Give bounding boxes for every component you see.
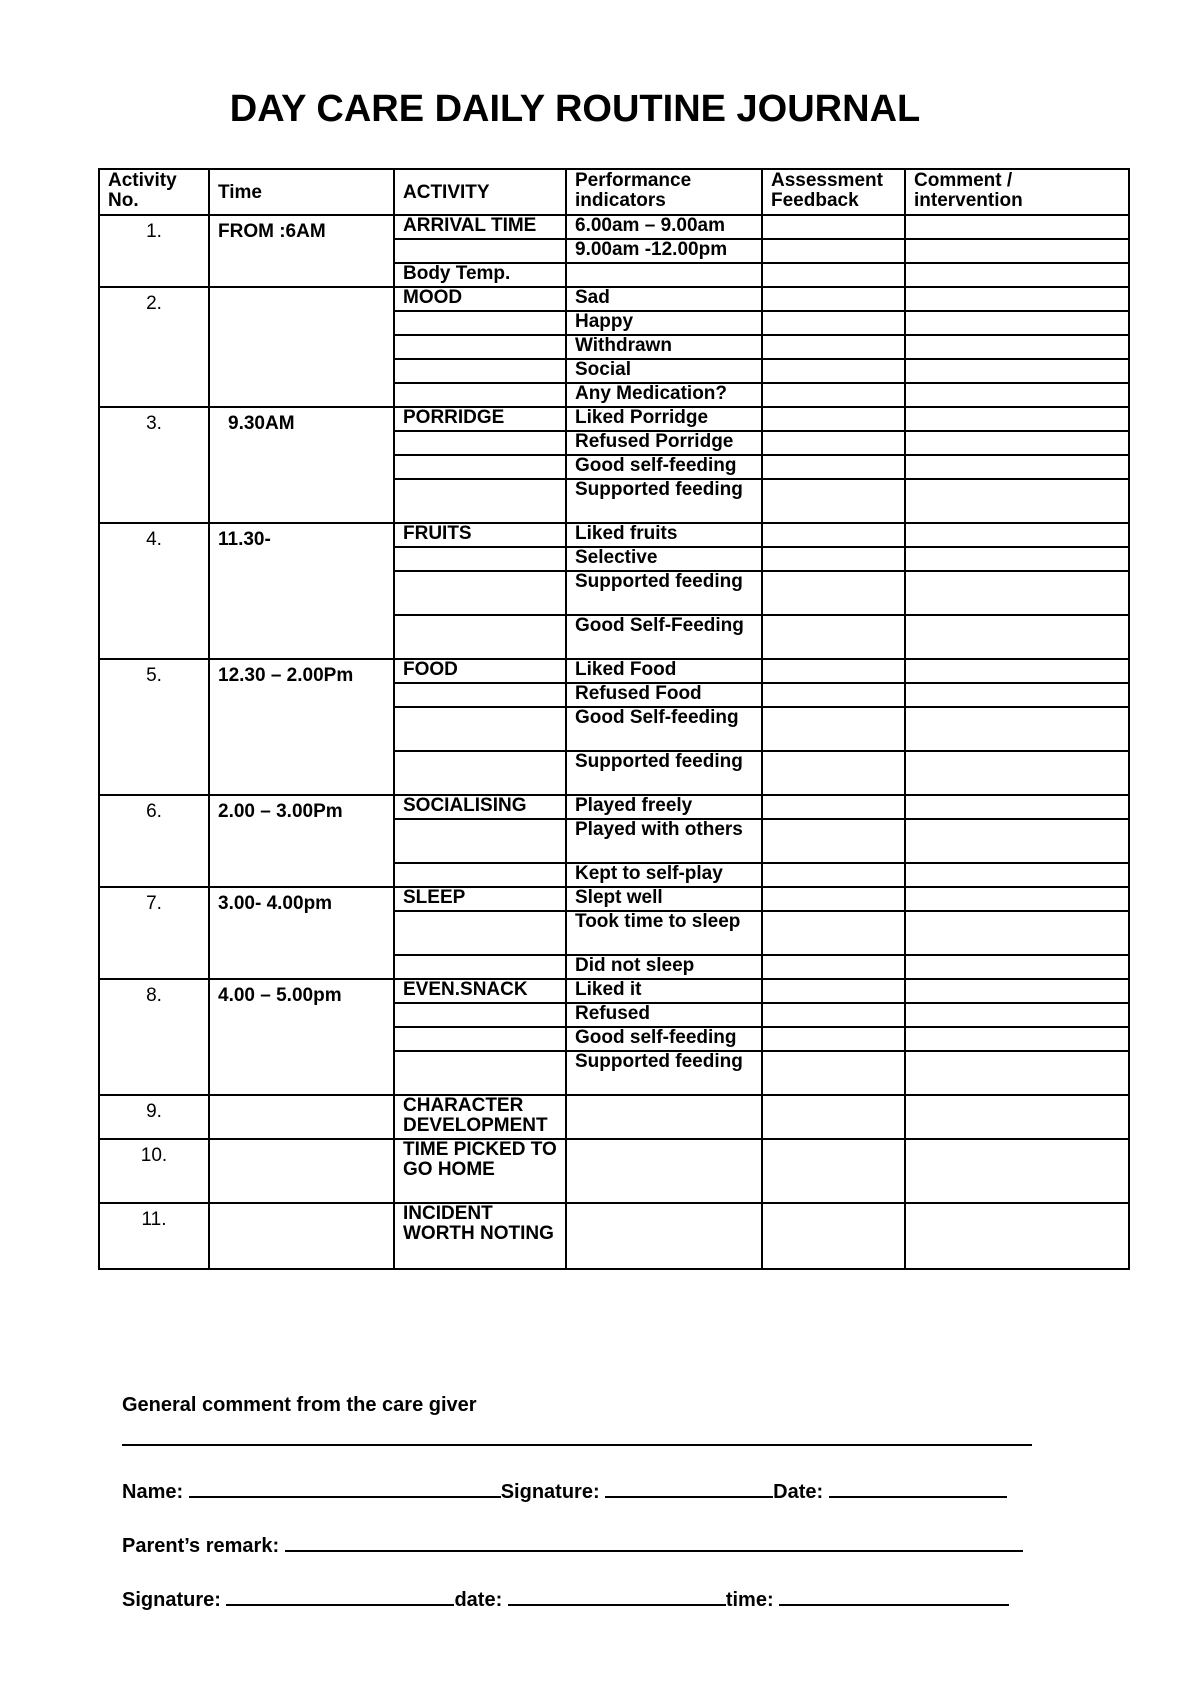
header-activity: ACTIVITY — [394, 169, 566, 215]
parent-remark-row — [122, 1532, 1042, 1558]
comment-intervention-cell[interactable] — [905, 455, 1129, 479]
assessment-feedback-cell[interactable] — [762, 479, 905, 523]
assessment-feedback-cell[interactable] — [762, 335, 905, 359]
activity-time: 4.00 – 5.00pm — [209, 979, 394, 1095]
performance-indicator: 9.00am -12.00pm — [566, 239, 762, 263]
table-row — [99, 795, 1129, 819]
performance-indicator: Good self-feeding — [566, 455, 762, 479]
name-signature-row — [122, 1478, 1042, 1504]
assessment-feedback-cell[interactable] — [762, 751, 905, 795]
table-row — [99, 407, 1129, 431]
performance-indicator: Any Medication? — [566, 383, 762, 407]
activity-name[interactable] — [394, 819, 566, 863]
routine-table — [98, 168, 1130, 1270]
comment-intervention-cell[interactable] — [905, 263, 1129, 287]
general-comment-line[interactable] — [122, 1426, 1042, 1452]
assessment-feedback-cell[interactable] — [762, 683, 905, 707]
time-field[interactable] — [779, 1586, 1009, 1606]
comment-intervention-cell[interactable] — [905, 1051, 1129, 1095]
performance-indicator: Happy — [566, 311, 762, 335]
comment-intervention-cell[interactable] — [905, 707, 1129, 751]
activity-name[interactable] — [394, 311, 566, 335]
table-row — [99, 1095, 1129, 1139]
table-row — [99, 887, 1129, 911]
comment-intervention-cell[interactable] — [905, 955, 1129, 979]
comment-intervention-cell[interactable] — [905, 911, 1129, 955]
comment-intervention-cell[interactable] — [905, 1139, 1129, 1203]
assessment-feedback-cell[interactable] — [762, 1051, 905, 1095]
performance-indicator[interactable] — [566, 1139, 762, 1203]
activity-time — [209, 1095, 394, 1139]
activity-name[interactable] — [394, 1027, 566, 1051]
header-assessment-feedback: Assessment Feedback — [762, 169, 905, 215]
activity-name[interactable] — [394, 1003, 566, 1027]
activity-name: ARRIVAL TIME — [394, 215, 566, 239]
activity-name[interactable] — [394, 383, 566, 407]
date-field[interactable] — [829, 1478, 1007, 1498]
activity-name[interactable] — [394, 431, 566, 455]
performance-indicator: Withdrawn — [566, 335, 762, 359]
performance-indicator: Refused Porridge — [566, 431, 762, 455]
comment-intervention-cell[interactable] — [905, 359, 1129, 383]
table-row — [99, 1139, 1129, 1203]
comment-intervention-cell[interactable] — [905, 863, 1129, 887]
activity-name[interactable] — [394, 335, 566, 359]
assessment-feedback-cell[interactable] — [762, 311, 905, 335]
date2-label: date: — [454, 1589, 503, 1611]
performance-indicator[interactable] — [566, 263, 762, 287]
assessment-feedback-cell[interactable] — [762, 911, 905, 955]
performance-indicator: Selective — [566, 547, 762, 571]
comment-intervention-cell[interactable] — [905, 547, 1129, 571]
activity-time — [209, 287, 394, 407]
activity-name: TIME PICKED TO GO HOME — [394, 1139, 566, 1203]
assessment-feedback-cell[interactable] — [762, 263, 905, 287]
assessment-feedback-cell[interactable] — [762, 215, 905, 239]
comment-intervention-cell[interactable] — [905, 571, 1129, 615]
performance-indicator: Played with others — [566, 819, 762, 863]
table-row — [99, 1203, 1129, 1269]
assessment-feedback-cell[interactable] — [762, 359, 905, 383]
activity-name: FRUITS — [394, 523, 566, 547]
assessment-feedback-cell[interactable] — [762, 547, 905, 571]
activity-time — [209, 1203, 394, 1269]
time-label: time: — [725, 1589, 774, 1611]
performance-indicator[interactable] — [566, 1203, 762, 1269]
assessment-feedback-cell[interactable] — [762, 1203, 905, 1269]
comment-intervention-cell[interactable] — [905, 239, 1129, 263]
activity-name[interactable] — [394, 455, 566, 479]
performance-indicator: Did not sleep — [566, 955, 762, 979]
assessment-feedback-cell[interactable] — [762, 431, 905, 455]
header-comment-intervention: Comment / intervention — [905, 169, 1129, 215]
activity-number: 9. — [99, 1095, 209, 1139]
parent-remark-label: Parent’s remark: — [122, 1535, 280, 1557]
activity-number: 10. — [99, 1139, 209, 1203]
comment-intervention-cell[interactable] — [905, 659, 1129, 683]
comment-intervention-cell[interactable] — [905, 311, 1129, 335]
activity-name[interactable] — [394, 547, 566, 571]
assessment-feedback-cell[interactable] — [762, 287, 905, 311]
comment-intervention-cell[interactable] — [905, 383, 1129, 407]
performance-indicator[interactable] — [566, 1095, 762, 1139]
performance-indicator: Kept to self-play — [566, 863, 762, 887]
assessment-feedback-cell[interactable] — [762, 863, 905, 887]
comment-intervention-cell[interactable] — [905, 407, 1129, 431]
activity-name: CHARACTER DEVELOPMENT — [394, 1095, 566, 1139]
activity-name[interactable] — [394, 615, 566, 659]
activity-name: INCIDENT WORTH NOTING — [394, 1203, 566, 1269]
parent-remark-field[interactable] — [285, 1532, 1023, 1552]
signature2-field[interactable] — [226, 1586, 454, 1606]
assessment-feedback-cell[interactable] — [762, 1003, 905, 1027]
performance-indicator: Liked Porridge — [566, 407, 762, 431]
comment-intervention-cell[interactable] — [905, 979, 1129, 1003]
comment-intervention-cell[interactable] — [905, 215, 1129, 239]
assessment-feedback-cell[interactable] — [762, 383, 905, 407]
activity-number: 8. — [99, 979, 209, 1095]
activity-name[interactable] — [394, 571, 566, 615]
assessment-feedback-cell[interactable] — [762, 239, 905, 263]
performance-indicator: Supported feeding — [566, 479, 762, 523]
activity-name[interactable] — [394, 911, 566, 955]
performance-indicator: Supported feeding — [566, 1051, 762, 1095]
performance-indicator: Refused — [566, 1003, 762, 1027]
assessment-feedback-cell[interactable] — [762, 707, 905, 751]
performance-indicator: Good Self-feeding — [566, 707, 762, 751]
activity-time: 2.00 – 3.00Pm — [209, 795, 394, 887]
activity-number: 5. — [99, 659, 209, 795]
name-label: Name: — [122, 1481, 184, 1503]
comment-intervention-cell[interactable] — [905, 1095, 1129, 1139]
performance-indicator: Liked Food — [566, 659, 762, 683]
activity-name[interactable] — [394, 479, 566, 523]
activity-time: 11.30- — [209, 523, 394, 659]
signature-label: Signature: — [500, 1481, 600, 1503]
assessment-feedback-cell[interactable] — [762, 615, 905, 659]
performance-indicator: Social — [566, 359, 762, 383]
comment-intervention-cell[interactable] — [905, 819, 1129, 863]
activity-name[interactable] — [394, 707, 566, 751]
page-title: DAY CARE DAILY ROUTINE JOURNAL — [229, 88, 921, 130]
activity-number: 1. — [99, 215, 209, 287]
assessment-feedback-cell[interactable] — [762, 1139, 905, 1203]
activity-name: EVEN.SNACK — [394, 979, 566, 1003]
activity-time: 12.30 – 2.00Pm — [209, 659, 394, 795]
activity-time: 3.00- 4.00pm — [209, 887, 394, 979]
comment-intervention-cell[interactable] — [905, 431, 1129, 455]
activity-name[interactable] — [394, 955, 566, 979]
activity-name[interactable] — [394, 359, 566, 383]
assessment-feedback-cell[interactable] — [762, 1095, 905, 1139]
comment-intervention-cell[interactable] — [905, 795, 1129, 819]
activity-number: 3. — [99, 407, 209, 523]
table-row — [99, 979, 1129, 1003]
performance-indicator: Good self-feeding — [566, 1027, 762, 1051]
activity-time: FROM :6AM — [209, 215, 394, 287]
header-time: Time — [209, 169, 394, 215]
performance-indicator: Good Self-Feeding — [566, 615, 762, 659]
activity-name[interactable] — [394, 239, 566, 263]
date2-field[interactable] — [508, 1586, 726, 1606]
header-performance-indicators: Performance indicators — [566, 169, 762, 215]
performance-indicator: Sad — [566, 287, 762, 311]
assessment-feedback-cell[interactable] — [762, 819, 905, 863]
assessment-feedback-cell[interactable] — [762, 523, 905, 547]
date-label: Date: — [773, 1481, 824, 1503]
assessment-feedback-cell[interactable] — [762, 659, 905, 683]
performance-indicator: Played freely — [566, 795, 762, 819]
activity-name[interactable] — [394, 1051, 566, 1095]
assessment-feedback-cell[interactable] — [762, 1027, 905, 1051]
activity-name: Body Temp. — [394, 263, 566, 287]
routine-table-body — [99, 215, 1129, 1269]
comment-intervention-cell[interactable] — [905, 523, 1129, 547]
name-field[interactable] — [189, 1478, 501, 1498]
comment-intervention-cell[interactable] — [905, 1203, 1129, 1269]
performance-indicator: Refused Food — [566, 683, 762, 707]
performance-indicator: Slept well — [566, 887, 762, 911]
activity-number: 2. — [99, 287, 209, 407]
performance-indicator: Liked fruits — [566, 523, 762, 547]
activity-time — [209, 1139, 394, 1203]
comment-intervention-cell[interactable] — [905, 1003, 1129, 1027]
activity-time: 9.30AM — [209, 407, 394, 523]
activity-number: 7. — [99, 887, 209, 979]
assessment-feedback-cell[interactable] — [762, 887, 905, 911]
performance-indicator: Supported feeding — [566, 571, 762, 615]
activity-name: PORRIDGE — [394, 407, 566, 431]
activity-name: SOCIALISING — [394, 795, 566, 819]
performance-indicator: Liked it — [566, 979, 762, 1003]
table-row — [99, 215, 1129, 239]
comment-intervention-cell[interactable] — [905, 887, 1129, 911]
activity-name: SLEEP — [394, 887, 566, 911]
activity-name: MOOD — [394, 287, 566, 311]
table-row — [99, 523, 1129, 547]
activity-number: 11. — [99, 1203, 209, 1269]
signature2-label: Signature: — [122, 1589, 221, 1611]
activity-number: 6. — [99, 795, 209, 887]
general-comment-section — [122, 1394, 1042, 1417]
comment-intervention-cell[interactable] — [905, 287, 1129, 311]
signature-field[interactable] — [605, 1478, 773, 1498]
table-row — [99, 659, 1129, 683]
activity-name[interactable] — [394, 863, 566, 887]
assessment-feedback-cell[interactable] — [762, 979, 905, 1003]
comment-intervention-cell[interactable] — [905, 751, 1129, 795]
table-row — [99, 287, 1129, 311]
header-activity-no: Activity No. — [99, 169, 209, 215]
performance-indicator: Supported feeding — [566, 751, 762, 795]
assessment-feedback-cell[interactable] — [762, 955, 905, 979]
performance-indicator: 6.00am – 9.00am — [566, 215, 762, 239]
activity-number: 4. — [99, 523, 209, 659]
assessment-feedback-cell[interactable] — [762, 795, 905, 819]
activity-name[interactable] — [394, 751, 566, 795]
comment-intervention-cell[interactable] — [905, 615, 1129, 659]
comment-intervention-cell[interactable] — [905, 335, 1129, 359]
general-comment-label: General comment from the care giver — [122, 1394, 477, 1416]
activity-name[interactable] — [394, 683, 566, 707]
performance-indicator: Took time to sleep — [566, 911, 762, 955]
assessment-feedback-cell[interactable] — [762, 571, 905, 615]
comment-intervention-cell[interactable] — [905, 1027, 1129, 1051]
assessment-feedback-cell[interactable] — [762, 407, 905, 431]
comment-intervention-cell[interactable] — [905, 479, 1129, 523]
assessment-feedback-cell[interactable] — [762, 455, 905, 479]
comment-intervention-cell[interactable] — [905, 683, 1129, 707]
activity-name: FOOD — [394, 659, 566, 683]
parent-signature-row — [122, 1586, 1042, 1612]
